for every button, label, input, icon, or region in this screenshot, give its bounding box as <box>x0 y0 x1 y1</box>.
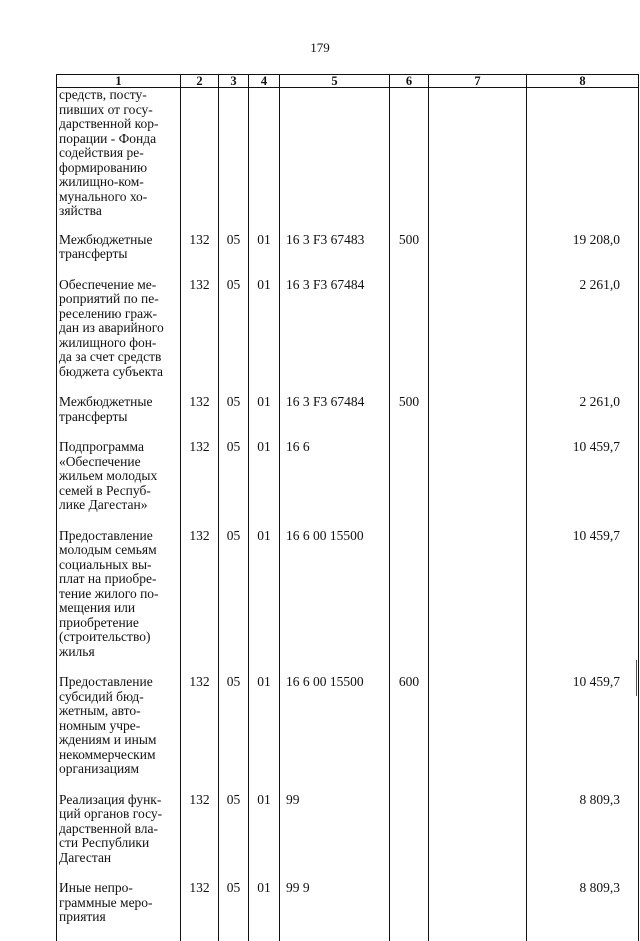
target-article-code: 99 9 <box>280 881 390 941</box>
expense-type-code <box>390 529 429 676</box>
table-row <box>57 233 639 278</box>
subsection-code: 01 <box>249 793 280 882</box>
ministry-code: 132 <box>181 440 219 529</box>
target-article-code: 16 3 F3 67484 <box>280 395 390 440</box>
ministry-code: 132 <box>181 881 219 941</box>
col-7-value <box>429 529 527 676</box>
col-header-5: 5 <box>280 75 390 88</box>
ministry-code: 132 <box>181 529 219 676</box>
section-code: 05 <box>219 793 249 882</box>
expense-type-code <box>390 881 429 941</box>
ministry-code <box>181 88 219 233</box>
subsection-code: 01 <box>249 233 280 278</box>
amount: 2 261,0 <box>527 395 639 440</box>
target-article-code: 16 3 F3 67484 <box>280 278 390 396</box>
subsection-code: 01 <box>249 278 280 396</box>
subsection-code: 01 <box>249 395 280 440</box>
ministry-code: 132 <box>181 793 219 882</box>
table-header-row <box>57 75 639 88</box>
section-code: 05 <box>219 395 249 440</box>
ministry-code: 132 <box>181 233 219 278</box>
target-article-code: 16 6 00 15500 <box>280 675 390 793</box>
expense-type-code <box>390 278 429 396</box>
col-header-1: 1 <box>57 75 181 88</box>
subsection-code: 01 <box>249 440 280 529</box>
target-article-code: 16 6 <box>280 440 390 529</box>
row-name: Подпрограмма «Обеспечение жильем молодых семей в Респуб- лике Дагестан» <box>57 440 181 529</box>
amount: 8 809,3 <box>527 793 639 882</box>
row-name: Реализация функ- ций органов госу- дарственной вла- сти Республики Дагестан <box>57 793 181 882</box>
table-row <box>57 395 639 440</box>
col-7-value <box>429 881 527 941</box>
row-name: Межбюджетные трансферты <box>57 233 181 278</box>
col-7-value <box>429 675 527 793</box>
row-name: средств, посту- пивших от госу- дарственной кор- порации - Фонда содействия ре- формированию жилищно-ком- мунального хо- зяйства <box>57 88 181 233</box>
target-article-code: 16 3 F3 67483 <box>280 233 390 278</box>
target-article-code <box>280 88 390 233</box>
table-row <box>57 440 639 529</box>
section-code <box>219 88 249 233</box>
expense-type-code: 500 <box>390 233 429 278</box>
row-name: Межбюджетные трансферты <box>57 395 181 440</box>
section-code: 05 <box>219 278 249 396</box>
col-7-value <box>429 278 527 396</box>
table-row <box>57 278 639 396</box>
col-7-value <box>429 440 527 529</box>
section-code: 05 <box>219 529 249 676</box>
col-header-7: 7 <box>429 75 527 88</box>
target-article-code: 99 <box>280 793 390 882</box>
section-code: 05 <box>219 233 249 278</box>
amount: 19 208,0 <box>527 233 639 278</box>
col-header-6: 6 <box>390 75 429 88</box>
col-header-8: 8 <box>527 75 639 88</box>
row-name: Предоставление молодым семьям социальных вы- плат на приобре- тение жилого по- мещения или приобретение (строительство) жилья <box>57 529 181 676</box>
ministry-code: 132 <box>181 278 219 396</box>
table-row <box>57 675 639 793</box>
table-row <box>57 529 639 676</box>
table-row <box>57 881 639 941</box>
ministry-code: 132 <box>181 675 219 793</box>
table-row <box>57 793 639 882</box>
expense-type-code <box>390 793 429 882</box>
col-header-3: 3 <box>219 75 249 88</box>
row-name: Обеспечение ме- роприятий по пе- реселению граж- дан из аварийного жилищного фон- да за счет средств бюджета субъекта <box>57 278 181 396</box>
budget-table <box>56 74 639 941</box>
col-7-value <box>429 88 527 233</box>
amount: 8 809,3 <box>527 881 639 941</box>
section-code: 05 <box>219 675 249 793</box>
table-row <box>57 88 639 233</box>
expense-type-code: 500 <box>390 395 429 440</box>
target-article-code: 16 6 00 15500 <box>280 529 390 676</box>
expense-type-code <box>390 88 429 233</box>
budget-table-container <box>56 74 638 924</box>
subsection-code: 01 <box>249 529 280 676</box>
page-number: 179 <box>310 40 330 55</box>
row-name: Предоставление субсидий бюд- жетным, авто- номным учре- ждениям и иным некоммерческим организациям <box>57 675 181 793</box>
expense-type-code <box>390 440 429 529</box>
col-7-value <box>429 793 527 882</box>
amount: 10 459,7 <box>527 529 639 676</box>
amount: 2 261,0 <box>527 278 639 396</box>
subsection-code: 01 <box>249 675 280 793</box>
section-code: 05 <box>219 881 249 941</box>
amount <box>527 88 639 233</box>
col-header-4: 4 <box>249 75 280 88</box>
scan-edge-mark <box>636 660 637 696</box>
col-header-2: 2 <box>181 75 219 88</box>
amount: 10 459,7 <box>527 675 639 793</box>
expense-type-code: 600 <box>390 675 429 793</box>
col-7-value <box>429 395 527 440</box>
row-name: Иные непро- граммные меро- приятия <box>57 881 181 941</box>
col-7-value <box>429 233 527 278</box>
amount: 10 459,7 <box>527 440 639 529</box>
subsection-code <box>249 88 280 233</box>
subsection-code: 01 <box>249 881 280 941</box>
ministry-code: 132 <box>181 395 219 440</box>
section-code: 05 <box>219 440 249 529</box>
